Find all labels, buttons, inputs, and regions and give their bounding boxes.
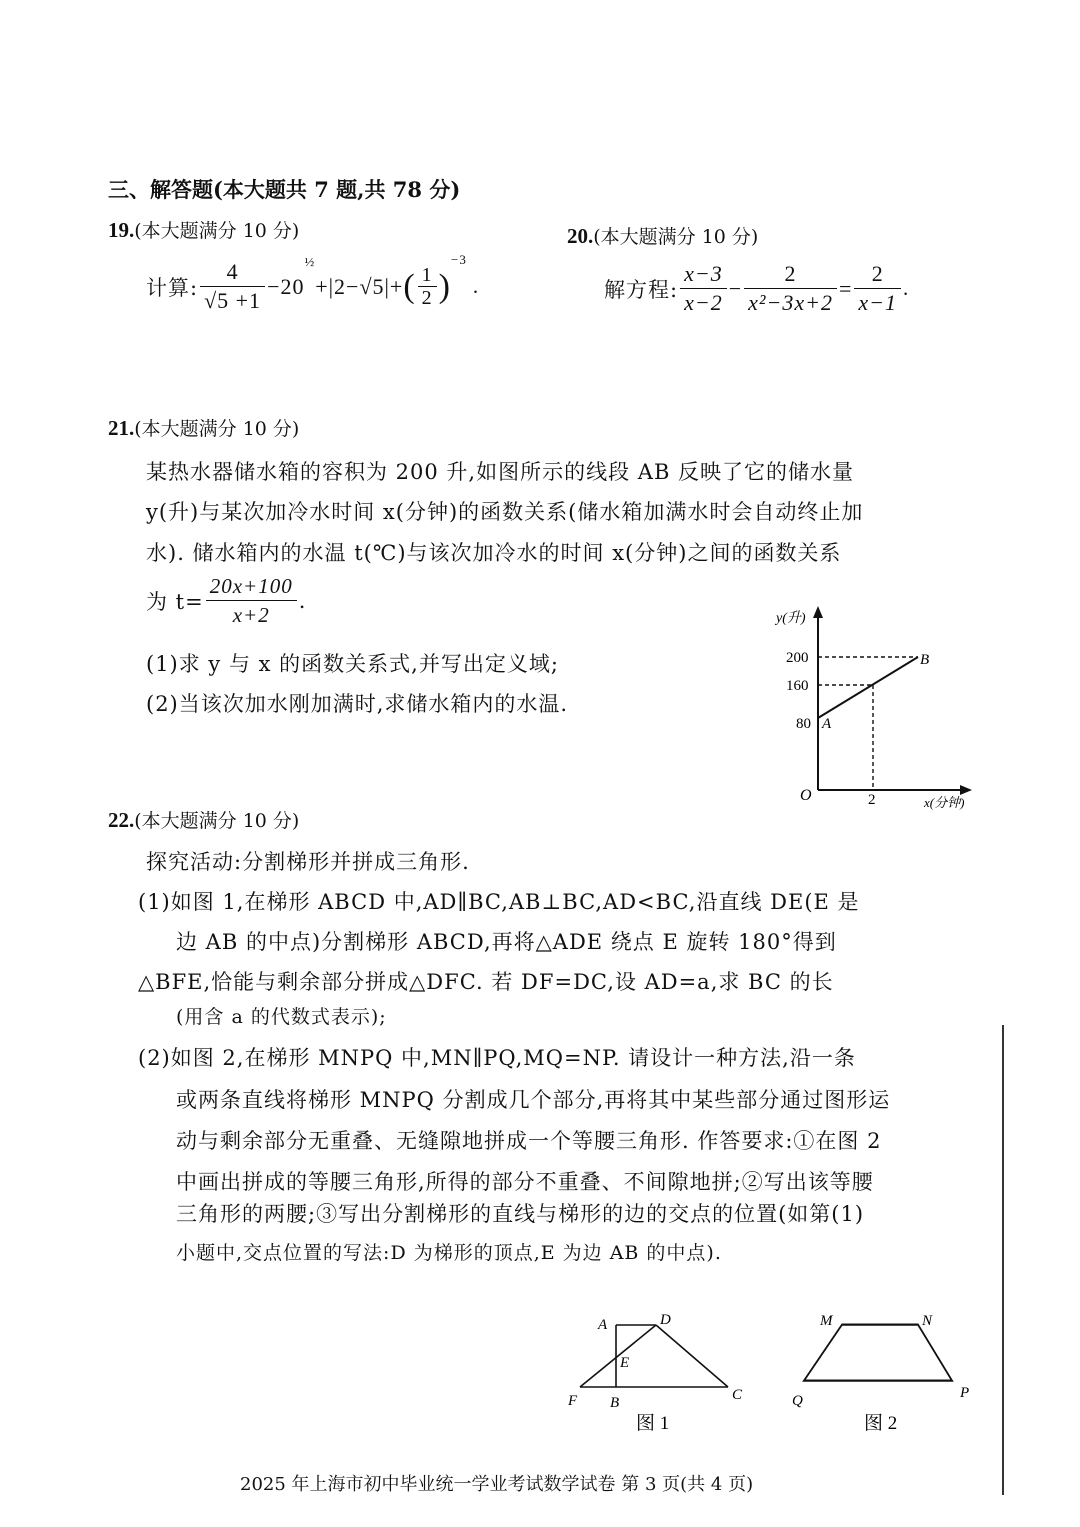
q19-label: 计算: — [146, 275, 199, 300]
q20-minus: − — [728, 275, 743, 301]
q19-fraction — [200, 258, 265, 315]
q21-t-num: 20x+100 — [206, 572, 297, 601]
trapezoid-mnpq — [804, 1325, 952, 1381]
q19-exp-half: ½ — [304, 254, 316, 269]
q19-half — [418, 264, 437, 309]
fig2-caption: 图 2 — [864, 1413, 898, 1434]
q22-header — [108, 806, 299, 833]
tick-80: 80 — [796, 716, 811, 732]
q20-end: . — [903, 276, 910, 300]
q22-p2-line6: 小题中,交点位置的写法:D 为梯形的顶点,E 为边 AB 的中点). — [176, 1242, 722, 1264]
tick-x2: 2 — [868, 792, 876, 808]
q19-frac-num: 4 — [200, 258, 265, 287]
fig1-label-e: E — [620, 1355, 630, 1371]
figure-2 — [790, 1305, 990, 1435]
figure-1 — [560, 1305, 760, 1435]
q21-line3: 水). 储水箱内的水温 t(℃)与该次加冷水的时间 x(分钟)之间的函数关系 — [146, 541, 842, 565]
fig1-label-b: B — [610, 1395, 620, 1411]
segment-ab — [818, 657, 918, 718]
q21-header — [108, 414, 299, 441]
q20-number: 20. — [567, 224, 594, 248]
q19-abs-part: +|2−√5|+ — [315, 273, 404, 299]
q19-exp-neg3: −3 — [451, 252, 467, 267]
margin-rule — [1002, 1025, 1004, 1495]
q22-p2-line4: 中画出拼成的等腰三角形,所得的部分不重叠、不间隙地拼;②写出该等腰 — [176, 1170, 874, 1194]
q21-line4-end: . — [298, 588, 307, 613]
q20-f1-den: x−2 — [684, 290, 723, 315]
graph-x-label: x(分钟) — [924, 795, 965, 810]
q19-frac-den: √5 +1 — [204, 288, 262, 313]
q19-end: . — [472, 274, 480, 298]
q20-header — [567, 222, 758, 249]
origin-label: O — [800, 787, 812, 804]
fig1-label-c: C — [732, 1387, 743, 1403]
q20-score: (本大题满分 10 分) — [593, 226, 759, 248]
q19-power-base: −20 — [267, 273, 305, 299]
fig1-caption: 图 1 — [636, 1413, 670, 1434]
tick-160: 160 — [786, 678, 809, 694]
q22-p2-line2: 或两条直线将梯形 MNPQ 分割成几个部分,再将其中某些部分通过图形运 — [176, 1088, 891, 1112]
q21-score: (本大题满分 10 分) — [134, 418, 300, 440]
q22-p2-line5: 三角形的两腰;③写出分割梯形的直线与梯形的边的交点的位置(如第(1) — [176, 1202, 865, 1226]
q20-frac2 — [744, 260, 837, 317]
x-axis-arrow — [960, 785, 972, 795]
q21-t-fraction — [206, 572, 297, 629]
q21-graph — [760, 600, 990, 820]
q19-half-den: 2 — [421, 287, 433, 309]
q22-p2-line1: (2)如图 2,在梯形 MNPQ 中,MN∥PQ,MQ=NP. 请设计一种方法,沿一条 — [138, 1046, 856, 1070]
q19-half-num: 1 — [418, 264, 437, 287]
q22-p1-line4: (用含 a 的代数式表示); — [176, 1006, 387, 1028]
fig1-label-a: A — [598, 1317, 608, 1333]
point-a-label: A — [822, 716, 832, 732]
q20-frac3 — [854, 260, 901, 317]
q19-number: 19. — [108, 218, 135, 242]
q21-line4 — [146, 572, 306, 629]
section-title: 三、解答题(本大题共 7 题,共 78 分) — [108, 177, 461, 202]
fig2-label-m: M — [820, 1313, 833, 1329]
q20-f3-den: x−1 — [858, 290, 897, 315]
q21-number: 21. — [108, 416, 135, 440]
q20-f3-num: 2 — [854, 260, 901, 289]
q21-line1: 某热水器储水箱的容积为 200 升,如图所示的线段 AB 反映了它的储水量 — [146, 460, 855, 484]
graph-y-label: y(升) — [776, 611, 806, 626]
fig2-label-p: P — [960, 1385, 970, 1401]
q20-label: 解方程: — [604, 277, 679, 302]
side-dc — [656, 1325, 728, 1387]
q22-number: 22. — [108, 808, 135, 832]
q20-f2-den: x²−3x+2 — [748, 290, 833, 315]
point-b-label: B — [920, 652, 930, 668]
line-df — [580, 1325, 656, 1387]
q22-p2-line3: 动与剩余部分无重叠、无缝隙地拼成一个等腰三角形. 作答要求:①在图 2 — [176, 1129, 882, 1153]
fig1-label-d: D — [660, 1312, 671, 1328]
q21-t-den: x+2 — [232, 603, 270, 627]
q19-score: (本大题满分 10 分) — [134, 220, 300, 242]
q21-sub1: (1)求 y 与 x 的函数关系式,并写出定义域; — [146, 652, 559, 676]
q21-line2: y(升)与某次加冷水时间 x(分钟)的函数关系(储水箱加满水时会自动终止加 — [146, 500, 864, 524]
q19-rparen: ) — [438, 267, 451, 305]
q22-p1-line1: (1)如图 1,在梯形 ABCD 中,AD∥BC,AB⊥BC,AD<BC,沿直线 DE(E 是 — [138, 890, 860, 914]
q19-expression — [146, 252, 480, 315]
fig2-label-n: N — [922, 1313, 933, 1329]
q22-score: (本大题满分 10 分) — [134, 810, 300, 832]
q22-intro: 探究活动:分割梯形并拼成三角形. — [146, 850, 470, 874]
q20-f2-num: 2 — [744, 260, 837, 289]
q22-p1-line3: △BFE,恰能与剩余部分拼成△DFC. 若 DF=DC,设 AD=a,求 BC 的长 — [138, 970, 834, 994]
q19-lparen: ( — [403, 267, 416, 305]
q20-f1-num: x−3 — [680, 260, 727, 289]
q21-sub2: (2)当该次加水刚加满时,求储水箱内的水温. — [146, 692, 569, 716]
fig2-label-q: Q — [792, 1393, 803, 1409]
q21-line4-pre: 为 t= — [146, 589, 204, 614]
q20-frac1 — [680, 260, 727, 317]
q19-header — [108, 216, 299, 243]
fig1-label-f: F — [568, 1393, 578, 1409]
q20-eq: = — [838, 275, 853, 301]
q20-equation — [604, 260, 909, 317]
q22-p1-line2: 边 AB 的中点)分割梯形 ABCD,再将△ADE 绕点 E 旋转 180°得到 — [176, 930, 837, 954]
page-footer: 2025 年上海市初中毕业统一学业考试数学试卷 第 3 页(共 4 页) — [240, 1474, 754, 1495]
tick-200: 200 — [786, 650, 809, 666]
y-axis-arrow — [813, 606, 823, 618]
